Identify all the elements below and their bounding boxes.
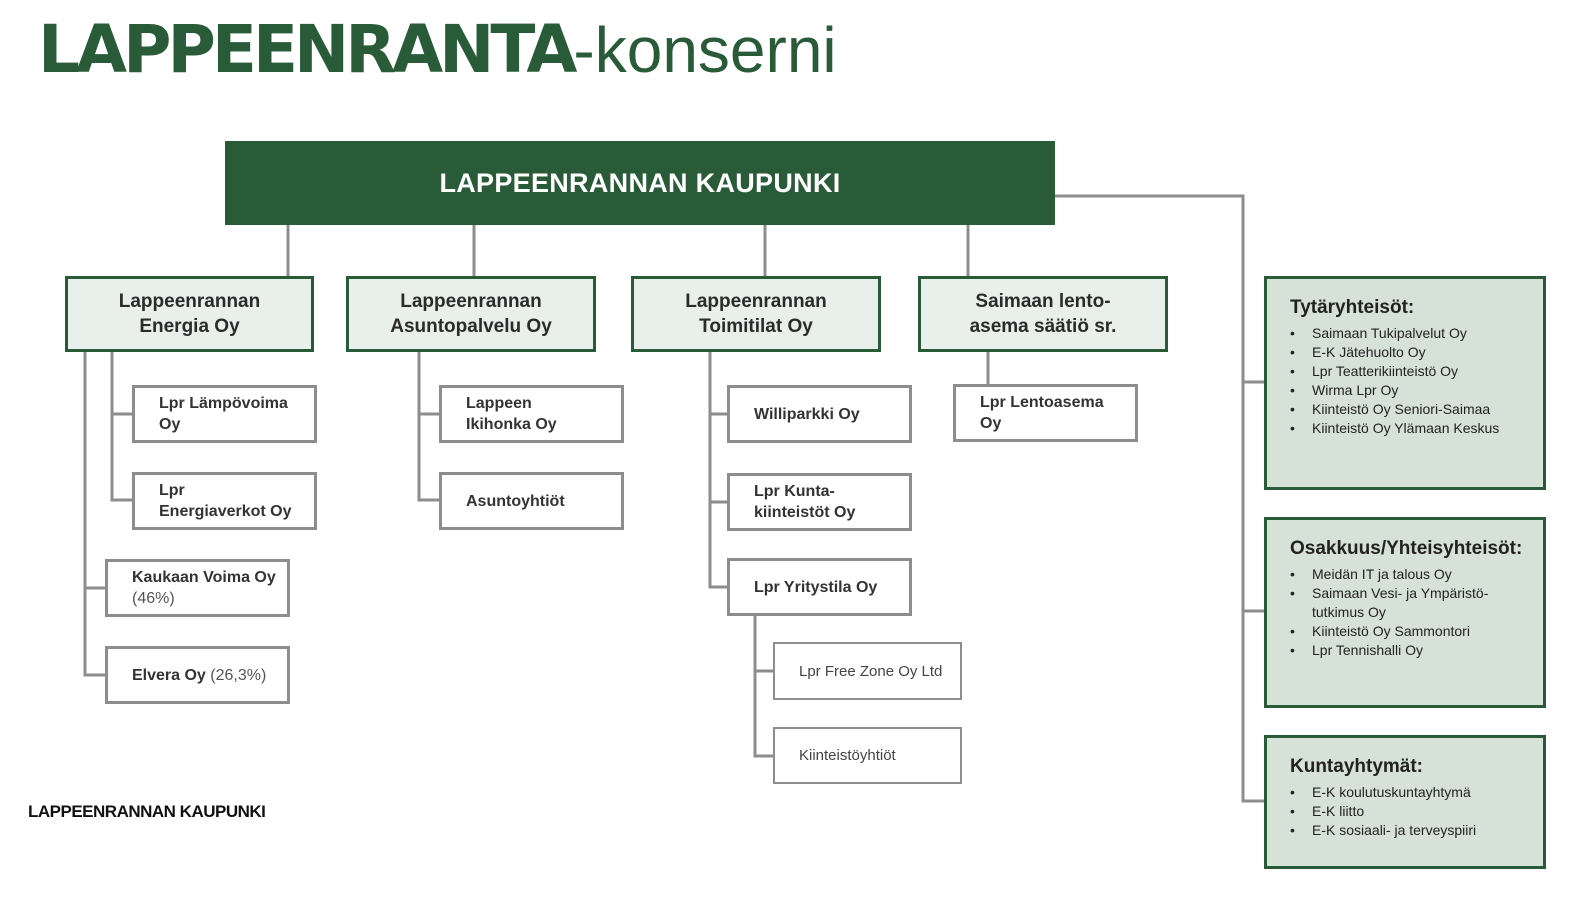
panel-tytaryhteisot [1264, 276, 1546, 490]
list-item-continuation: tutkimus Oy [1312, 604, 1386, 620]
panel-list [1290, 324, 1543, 438]
node-line: Lpr [159, 482, 185, 499]
list-item: • Saimaan Vesi- ja Ympäristö- [1290, 584, 1543, 603]
list-item: • Kiinteistö Oy Ylämaan Keskus [1290, 419, 1543, 438]
node-line: Lpr Lämpövoima [159, 395, 288, 412]
list-item: • E-K Jätehuolto Oy [1290, 343, 1543, 362]
node-label: Lappeenrannan Energia Oy [118, 291, 261, 337]
node-line: Lpr Free Zone Oy Ltd [799, 662, 943, 680]
node-elvera [105, 646, 290, 704]
list-item: • Kiinteistö Oy Seniori-Saimaa [1290, 400, 1543, 419]
root-node-lappeenrannan-kaupunki: LAPPEENRANNAN KAUPUNKI [225, 141, 1055, 225]
list-item: • E-K koulutuskuntayhtymä [1290, 783, 1543, 802]
list-item: • Lpr Tennishalli Oy [1290, 641, 1543, 660]
node-lpr-lentoasema [953, 384, 1138, 442]
node-line: Energiaverkot Oy [159, 503, 292, 520]
footer-logo-text: LAPPEENRANNAN KAUPUNKI [28, 802, 266, 821]
list-item: • Meidän IT ja talous Oy [1290, 565, 1543, 584]
node-lpr-yritystila [727, 558, 912, 616]
node-label: Saimaan lento- asema säätiö sr. [969, 291, 1117, 337]
list-item: • E-K liitto [1290, 802, 1543, 821]
panel-title: Tytäryhteisöt: [1290, 297, 1415, 318]
node-line: Elvera Oy [132, 666, 206, 684]
node-line: Ikihonka Oy [466, 416, 557, 433]
node-label: Lappeenrannan Asuntopalvelu Oy [390, 291, 552, 337]
list-item: • Kiinteistö Oy Sammontori [1290, 622, 1543, 641]
node-kaukaan-voima [105, 559, 290, 617]
node-kiinteistoyhtiot [773, 727, 962, 784]
list-item: • E-K sosiaali- ja terveyspiiri [1290, 821, 1543, 840]
title-main: LAPPEENRANTA [38, 11, 574, 88]
node-lpr-lampovoima [132, 385, 317, 443]
node-lappeenrannan-asuntopalvelu [346, 276, 596, 352]
list-item: • Lpr Teatterikiinteistö Oy [1290, 362, 1543, 381]
ownership-share: (26,3%) [210, 666, 267, 684]
node-lpr-kuntakiinteistot [727, 473, 912, 531]
panel-kuntayhtymat [1264, 735, 1546, 869]
node-line: Oy [159, 416, 181, 433]
node-line: Asuntoyhtiöt [466, 492, 565, 510]
node-lappeen-ikihonka [439, 385, 624, 443]
node-line: kiinteistöt Oy [754, 504, 856, 521]
node-lpr-free-zone [773, 642, 962, 700]
panel-list [1290, 783, 1543, 840]
panel-title: Osakkuus/Yhteisyhteisöt: [1290, 538, 1523, 559]
panel-title: Kuntayhtymät: [1290, 756, 1424, 777]
list-item: • Saimaan Tukipalvelut Oy [1290, 324, 1543, 343]
node-line: Lpr Kunta- [754, 483, 835, 500]
node-line: Williparkki Oy [754, 405, 860, 423]
node-lpr-energiaverkot [132, 472, 317, 530]
node-line: Lpr Yritystila Oy [754, 578, 878, 596]
list-item: • Wirma Lpr Oy [1290, 381, 1543, 400]
node-label: Lappeenrannan Toimitilat Oy [685, 291, 827, 337]
node-williparkki [727, 385, 912, 443]
node-line: Kaukaan Voima Oy [132, 569, 276, 586]
node-line: Oy [980, 415, 1002, 432]
title-sub: -konserni [573, 14, 837, 86]
ownership-share: (46%) [132, 590, 175, 607]
node-line: Kiinteistöyhtiöt [799, 747, 896, 764]
panel-list [1290, 565, 1543, 660]
node-line: Lappeen [466, 395, 532, 412]
node-line: Lpr Lentoasema [980, 394, 1104, 411]
node-lappeenrannan-energia [65, 276, 314, 352]
node-lappeenrannan-toimitilat [631, 276, 881, 352]
panel-osakkuusyhteisot [1264, 517, 1546, 708]
node-asuntoyhtiot [439, 472, 624, 530]
node-saimaan-lentoasema-saatio [918, 276, 1168, 352]
